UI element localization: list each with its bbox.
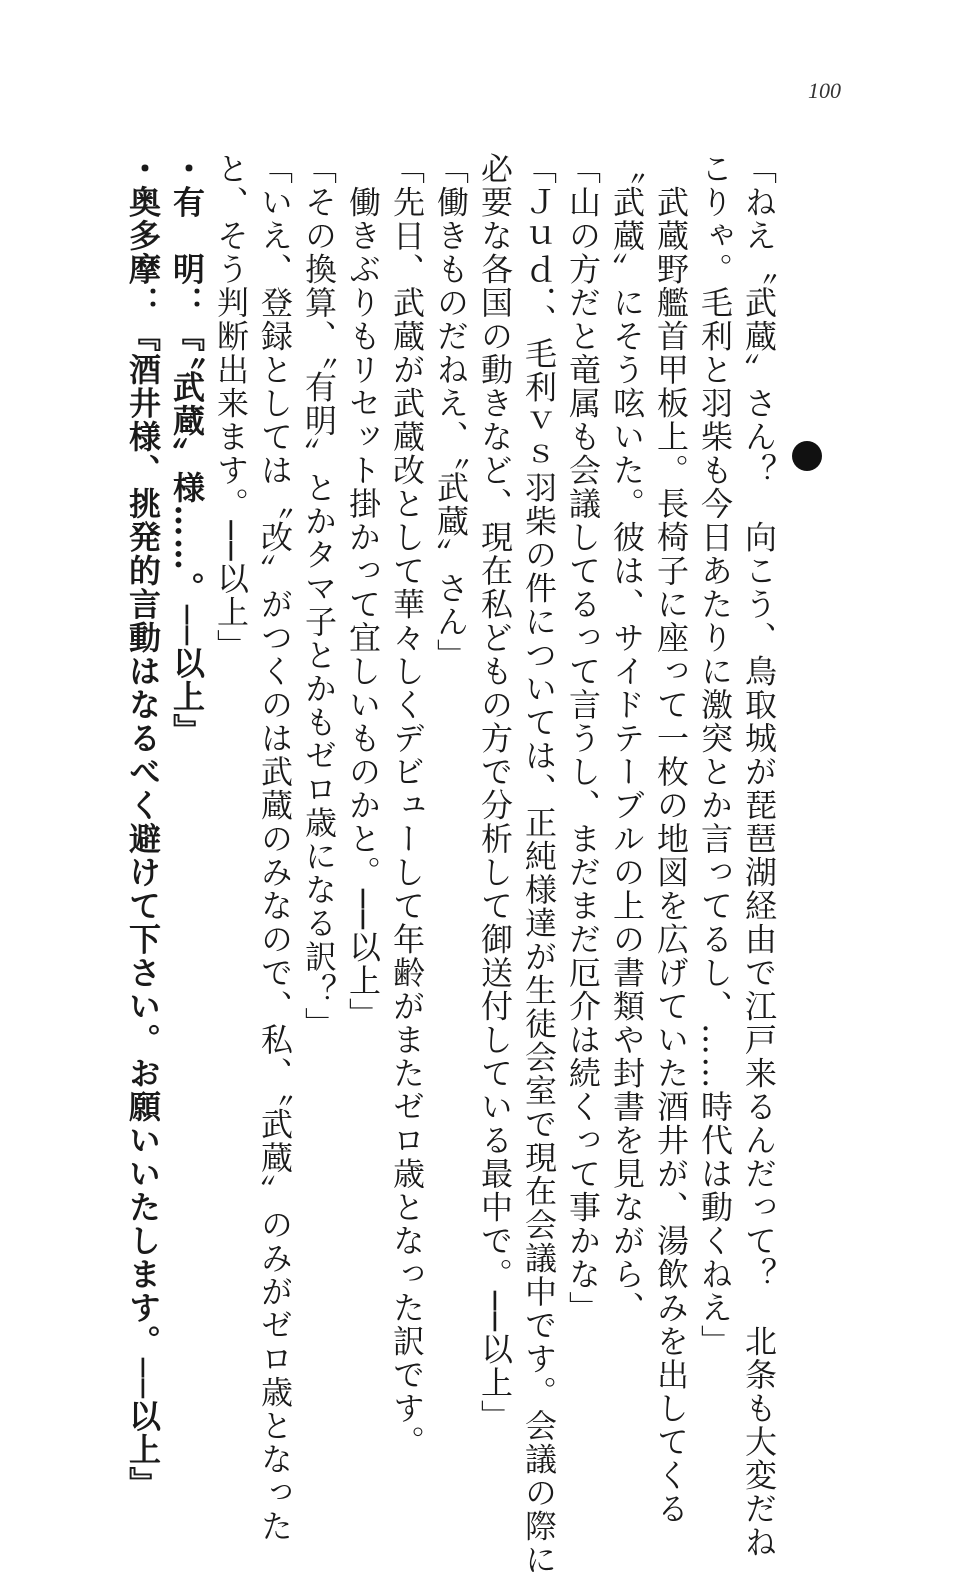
text-line: こりゃ。毛利と羽柴も今日あたりに激突とか言ってるし、……時代は動くねえ」 <box>696 152 734 1358</box>
text-line: と、そう判断出来ます。──以上」 <box>212 152 250 663</box>
text-line: 「Ｊｕｄ．、毛利ｖｓ羽柴の件については、正純様達が生徒会室で現在会議中です。会議の際に <box>520 152 558 1577</box>
page-number: 100 <box>808 78 841 103</box>
text-line: 「山の方だと竜属も会議してるって言うし、まだまだ厄介は続くって事かな」 <box>564 152 602 1325</box>
speaker-line-okutama: ・奥多摩：『酒井様、挑発的言動はなるべく避けて下さい。お願いいたします。──以上』 <box>124 152 162 1501</box>
text-line: 必要な各国の動きなど、現在私どもの方で分析して御送付している最中で。──以上」 <box>476 152 514 1434</box>
page-dot-marker <box>792 441 822 471</box>
text-line: 「いえ、登録としては〝改〟がつくのは武蔵のみなので、私、〝武蔵〟のみがゼロ歳となった <box>256 152 294 1543</box>
text-line: 「働きものだねえ、〝武蔵〟さん」 <box>432 152 470 672</box>
text-line: 武蔵野艦首甲板上。長椅子に座って一枚の地図を広げていた酒井が、湯飲みを出してくる <box>652 152 690 1526</box>
speaker-line-ariake: ・有 明：『〝武蔵〟様……。──以上』 <box>168 152 206 748</box>
text-line: 〝武蔵〟にそう呟いた。彼は、サイドテーブルの上の書類や封書を見ながら、 <box>608 152 646 1325</box>
body-text <box>124 152 781 1577</box>
text-line: 働きぶりもリセット掛かって宜しいものかと。──以上」 <box>344 152 382 1032</box>
text-line: 「先日、武蔵が武蔵改として華々しくデビューして年齢がまたゼロ歳となった訳です。 <box>388 152 426 1459</box>
text-line: 「ねえ〝武蔵〟さん？ 向こう、鳥取城が琵琶湖経由で江戸来るんだって？ 北条も大変だね <box>740 152 778 1559</box>
text-line: 「その換算、〝有明〟とかタマ子とかもゼロ歳になる訳？」 <box>300 152 338 1041</box>
